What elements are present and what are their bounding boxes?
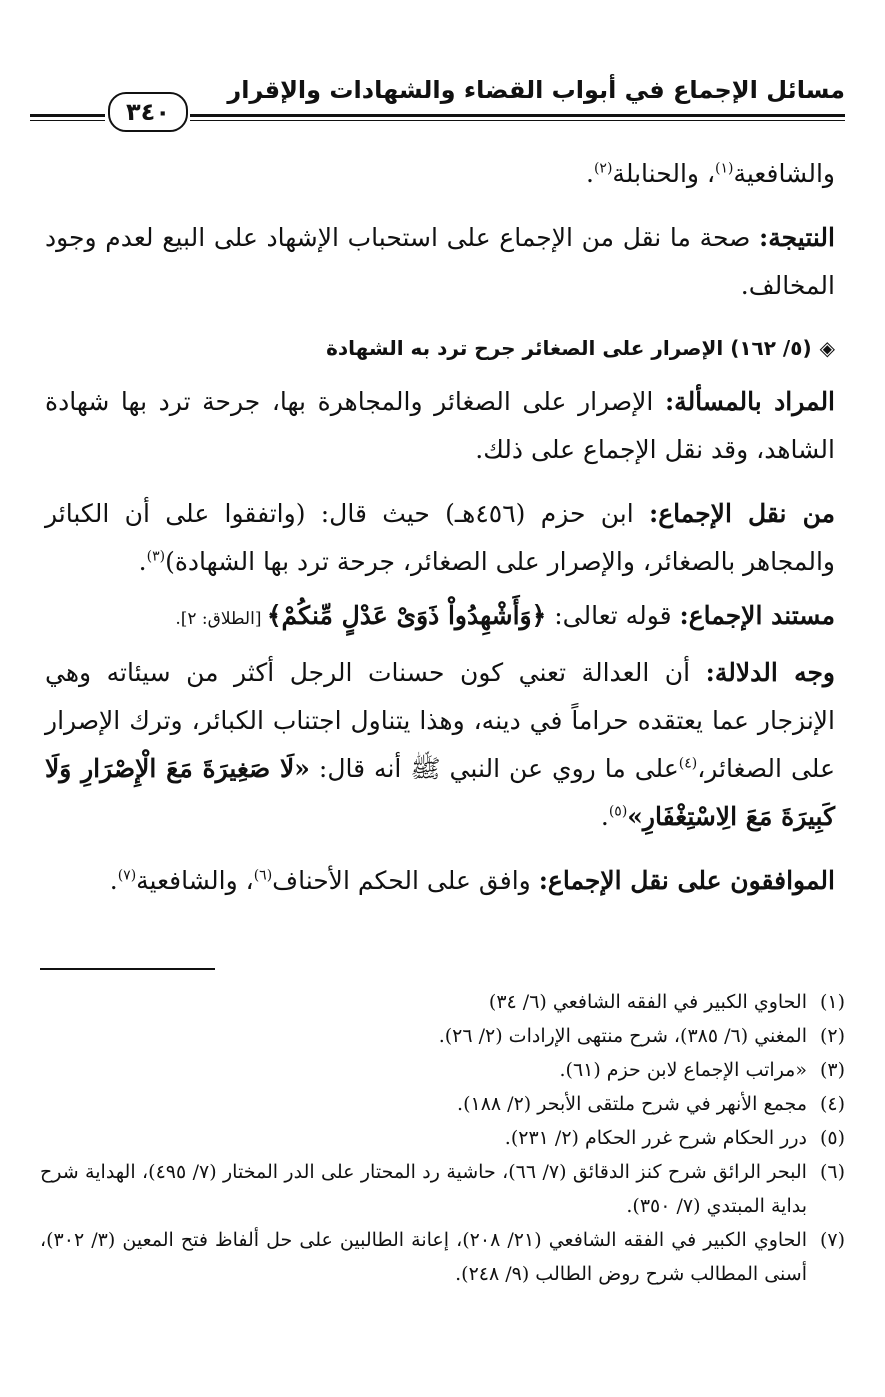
footnote-ref: (٧) (117, 867, 137, 884)
header-rule-left-thin (30, 120, 105, 121)
main-text (45, 150, 835, 921)
running-title: مسائل الإجماع في أبواب القضاء والشهادات والإقرار (227, 76, 845, 104)
footnote-number: (٢) (819, 1025, 845, 1047)
footnote-number: (٦) (819, 1161, 845, 1183)
verse-reference: [الطلاق: ٢]. (175, 609, 267, 629)
footnote-ref: (٣) (146, 548, 166, 565)
footnote-text: مجمع الأنهر في شرح ملتقى الأبحر (٢/ ١٨٨). (457, 1093, 807, 1115)
term-transmitter: من نقل الإجماع: (649, 499, 835, 528)
footnote-number: (٧) (819, 1229, 845, 1251)
term-indication: وجه الدلالة: (705, 658, 835, 687)
footnote-text: «مراتب الإجماع لابن حزم (٦١). (559, 1059, 807, 1081)
page-header (30, 70, 845, 130)
footnotes (40, 985, 845, 1291)
footnote-number: (١) (819, 991, 845, 1013)
footnote-ref: (٢) (593, 160, 613, 177)
diamond-icon: ◈ (819, 336, 835, 360)
footnote-ref: (١) (715, 160, 734, 177)
header-rule-thin (190, 120, 845, 121)
paragraph-meaning: المراد بالمسألة: الإصرار على الصغائر والمجاهرة بها، جرحة ترد بها شهادة الشاهد، وقد نقل الإجماع على ذلك. (45, 387, 836, 464)
hadith-text: «لَا صَغِيرَةَ مَعَ الْإِصْرَارِ وَلَا كَبِيرَةَ مَعَ الِاسْتِغْفَارِ» (45, 754, 835, 831)
quran-verse: ﴿وَأَشْهِدُواْ ذَوَىْ عَدْلٍ مِّنكُمْ﴾ (266, 601, 547, 630)
paragraph-basis: مستند الإجماع: قوله تعالى: ﴿وَأَشْهِدُواْ ذَوَىْ عَدْلٍ مِّنكُمْ﴾ [الطلاق: ٢]. (175, 601, 835, 630)
term-result: النتيجة: (759, 223, 835, 252)
header-rule-left (30, 114, 105, 117)
footnote-ref: (٦) (253, 867, 273, 884)
footnote-separator (40, 968, 215, 970)
header-rule (190, 114, 845, 117)
term-basis: مستند الإجماع: (679, 601, 835, 630)
footnote-ref: (٥) (608, 803, 628, 820)
term-meaning: المراد بالمسألة: (664, 387, 836, 416)
footnote-number: (٣) (819, 1059, 845, 1081)
footnote-item (40, 1053, 845, 1087)
paragraph-transmitter: من نقل الإجماع: ابن حزم (٤٥٦هـ) حيث قال: (واتفقوا على أن الكبائر والمجاهر بالصغائر، والإصرار على الصغائر، جرحة ترد بها الشهادة)$^{(٣)}$. (45, 499, 835, 576)
paragraph-result: النتيجة: صحة ما نقل من الإجماع على استحباب الإشهاد على البيع لعدم وجود المخالف. (45, 223, 835, 300)
footnote-text: المغني (٦/ ٣٨٥)، شرح منتهى الإرادات (٢/ ٢٦). (438, 1025, 807, 1047)
paragraph-indication: وجه الدلالة: أن العدالة تعني كون حسنات الرجل أكثر من سيئاته وهي الإنزجار عما يعتقده حراماً في دينه، وهذا يتناول اجتناب الكبائر، وترك الإصرار على الصغائر،$^{(٤)}$على ما روي عن النبي ﷺ أنه قال: «لَا صَغِيرَةَ مَعَ الْإِصْرَارِ وَلَا كَبِيرَةَ مَعَ الِاسْتِغْفَارِ»$^{(٥)}$. (45, 658, 835, 831)
footnote-number: (٥) (819, 1127, 845, 1149)
paragraph-1: والشافعية$^{(١)}$، والحنابلة$^{(٢)}$. (586, 159, 835, 188)
footnote-item (40, 1087, 845, 1121)
footnote-number: (٤) (819, 1093, 845, 1115)
footnote-item (40, 1223, 845, 1291)
footnote-item (40, 1121, 845, 1155)
footnote-ref: (٤) (678, 755, 698, 772)
section-heading: ◈(٥/ ١٦٢) الإصرار على الصغائر جرح ترد به الشهادة (45, 326, 835, 370)
footnote-text: درر الحكام شرح غرر الحكام (٢/ ٢٣١). (504, 1127, 807, 1149)
paragraph-agreement: الموافقون على نقل الإجماع: وافق على الحكم الأحناف$^{(٦)}$، والشافعية$^{(٧)}$. (109, 866, 835, 895)
footnote-text: الحاوي الكبير في الفقه الشافعي (٦/ ٣٤) (488, 991, 807, 1013)
footnote-text: البحر الرائق شرح كنز الدقائق (٧/ ٦٦)، حاشية رد المحتار على الدر المختار (٧/ ٤٩٥)، الهداية شرح بداية المبتدي (٧/ ٣٥٠). (40, 1161, 807, 1217)
page-number: ٣٤٠ (108, 92, 188, 132)
footnote-text: الحاوي الكبير في الفقه الشافعي (٢١/ ٢٠٨)، إعانة الطالبين على حل ألفاظ فتح المعين (٣/ ٣٠٢)، أسنى المطالب شرح روض الطالب (٩/ ٢٤٨). (40, 1229, 807, 1285)
footnote-item (40, 985, 845, 1019)
footnote-item (40, 1019, 845, 1053)
footnote-item (40, 1155, 845, 1223)
term-agreement: الموافقون على نقل الإجماع: (538, 866, 835, 895)
